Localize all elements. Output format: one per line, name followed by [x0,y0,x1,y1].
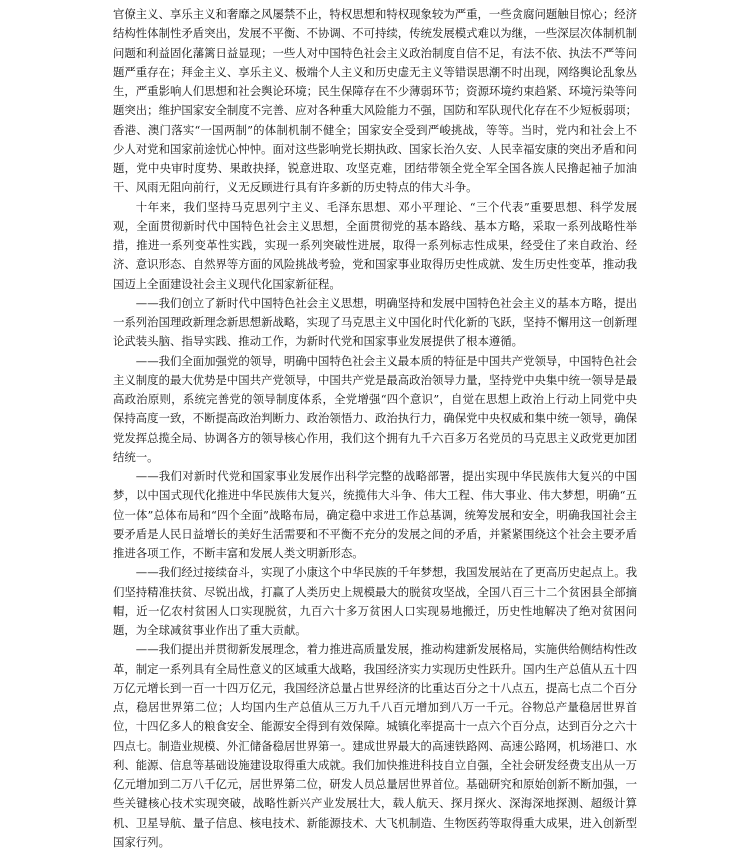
paragraph: ——我们对新时代党和国家事业发展作出科学完整的战略部署，提出实现中华民族伟大复兴的中国梦，以中国式现代化推进中华民族伟大复兴，统揽伟大斗争、伟大工程、伟大事业、伟大梦想，明确“五位一体”总体布局和“四个全面”战略布局，确定稳中求进工作总基调，统筹发展和安全，明确我国社会主要矛盾是人民日益增长的美好生活需要和不平衡不充分的发展之间的矛盾，并紧紧围绕这个社会主要矛盾推进各项工作，不断丰富和发展人类文明新形态。 [113,469,637,560]
paragraph: 十年来，我们坚持马克思列宁主义、毛泽东思想、邓小平理论、“三个代表”重要思想、科学发展观，全面贯彻新时代中国特色社会主义思想，全面贯彻党的基本路线、基本方略，采取一系列战略性举措，推进一系列变革性实践，实现一系列突破性进展，取得一系列标志性成果，经受住了来自政治、经济、意识形态、自然界等方面的风险挑战考验，党和国家事业取得历史性成就、发生历史性变革，推动我国迈上全面建设社会主义现代化国家新征程。 [113,199,637,291]
paragraph: 官僚主义、享乐主义和奢靡之风屡禁不止，特权思想和特权现象较为严重，一些贪腐问题触目惊心；经济结构性体制性矛盾突出，发展不平衡、不协调、不可持续，传统发展模式难以为继，一些深层次体制机制问题和利益固化藩篱日益显现；一些人对中国特色社会主义政治制度自信不足，有法不依、执法不严等问题严重存在；拜金主义、享乐主义、极端个人主义和历史虚无主义等错误思潮不时出现，网络舆论乱象丛生，严重影响人们思想和社会舆论环境；民生保障存在不少薄弱环节；资源环境约束趋紧、环境污染等问题突出；维护国家安全制度不完善、应对各种重大风险能力不强，国防和军队现代化存在不少短板弱项；香港、澳门落实“一国两制”的体制机制不健全；国家安全受到严峻挑战，等等。当时，党内和社会上不少人对党和国家前途忧心忡忡。面对这些影响党长期执政、国家长治久安、人民幸福安康的突出矛盾和问题，党中央审时度势、果敢抉择，锐意进取、攻坚克难，团结带领全党全军全国各族人民撸起袖子加油干、风雨无阻向前行，义无反顾进行具有许多新的历史特点的伟大斗争。 [113,7,637,195]
paragraph: ——我们创立了新时代中国特色社会主义思想，明确坚持和发展中国特色社会主义的基本方略，提出一系列治国理政新理念新思想新战略，实现了马克思主义中国化时代化新的飞跃，坚持不懈用这一创新理论武装头脑、指导实践、推动工作，为新时代党和国家事业发展提供了根本遵循。 [113,295,637,349]
paragraph: ——我们全面加强党的领导，明确中国特色社会主义最本质的特征是中国共产党领导，中国特色社会主义制度的最大优势是中国共产党领导，中国共产党是最高政治领导力量，坚持党中央集中统一领导是最高政治原则，系统完善党的领导制度体系，全党增强“四个意识”，自觉在思想上政治上行动上同党中央保持高度一致，不断提高政治判断力、政治领悟力、政治执行力，确保党中央权威和集中统一领导，确保党发挥总揽全局、协调各方的领导核心作用，我们这个拥有九千六百多万名党员的马克思主义政党更加团结统一。 [113,353,637,464]
paragraph: ——我们提出并贯彻新发展理念，着力推进高质量发展，推动构建新发展格局，实施供给侧结构性改革，制定一系列具有全局性意义的区域重大战略，我国经济实力实现历史性跃升。国内生产总值从五十四万亿元增长到一百一十四万亿元，我国经济总量占世界经济的比重达百分之十八点五，提高七点二个百分点，稳居世界第二位；人均国内生产总值从三万九千八百元增加到八万一千元。谷物总产量稳居世界首位，十四亿多人的粮食安全、能源安全得到有效保障。城镇化率提高十一点六个百分点，达到百分之六十四点七。制造业规模、外汇储备稳居世界第一。建成世界最大的高速铁路网、高速公路网，机场港口、水利、能源、信息等基础设施建设取得重大成就。我们加快推进科技自立自强，全社会研发经费支出从一万亿元增加到二万八千亿元，居世界第二位，研发人员总量居世界首位。基础研究和原始创新不断加强，一些关键核心技术实现突破，战略性新兴产业发展壮大，载人航天、探月探火、深海深地探测、超级计算机、卫星导航、量子信息、核电技术、新能源技术、大飞机制造、生物医药等取得重大成果，进入创新型国家行列。 [113,642,637,849]
paragraph: ——我们经过接续奋斗，实现了小康这个中华民族的千年梦想，我国发展站在了更高历史起点上。我们坚持精准扶贫、尽锐出战，打赢了人类历史上规模最大的脱贫攻坚战，全国八百三十二个贫困县全部摘帽，近一亿农村贫困人口实现脱贫，九百六十多万贫困人口实现易地搬迁，历史性地解决了绝对贫困问题，为全球减贫事业作出了重大贡献。 [113,565,637,637]
document-text [113,5,637,852]
